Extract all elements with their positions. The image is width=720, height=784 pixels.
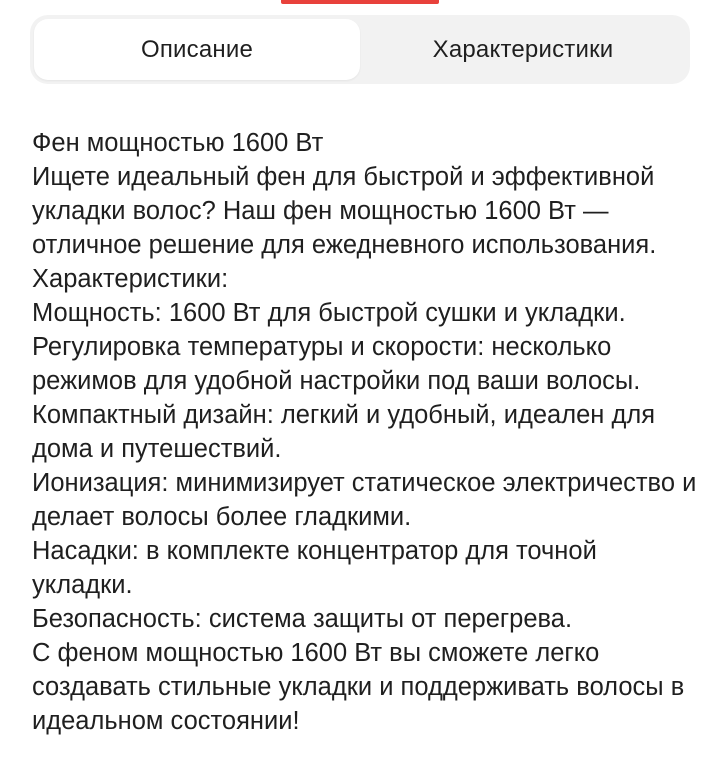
description-feature-safety: Безопасность: система защиты от перегрева. — [32, 605, 573, 633]
description-title: Фен мощностью 1600 Вт — [32, 129, 324, 157]
tab-specifications[interactable]: Характеристики — [432, 35, 614, 63]
description-paragraph: Ищете идеальный фен для быстрой и эффективной укладки волос? Наш фен мощностью 1600 Вт — отличное решение для ежедневного использования. — [32, 163, 657, 259]
tab-description[interactable]: Описание — [34, 19, 360, 80]
description-conclusion: С феном мощностью 1600 Вт вы сможете легко создавать стильные укладки и поддерживать волосы в идеальном состоянии! — [32, 639, 685, 735]
description-feature-power: Мощность: 1600 Вт для быстрой сушки и укладки. — [32, 299, 626, 327]
description-features-heading: Характеристики: — [32, 265, 229, 293]
description-feature-attachments: Насадки: в комплекте концентратор для точной укладки. — [32, 537, 597, 599]
tab-bar — [30, 15, 690, 84]
description-feature-ionization: Ионизация: минимизирует статическое электричество и делает волосы более гладкими. — [32, 469, 697, 531]
description-feature-temperature: Регулировка температуры и скорости: несколько режимов для удобной настройки под ваши волосы. — [32, 333, 641, 395]
description-feature-design: Компактный дизайн: легкий и удобный, идеален для дома и путешествий. — [32, 401, 656, 463]
product-description — [32, 126, 702, 738]
active-page-indicator — [281, 0, 439, 4]
